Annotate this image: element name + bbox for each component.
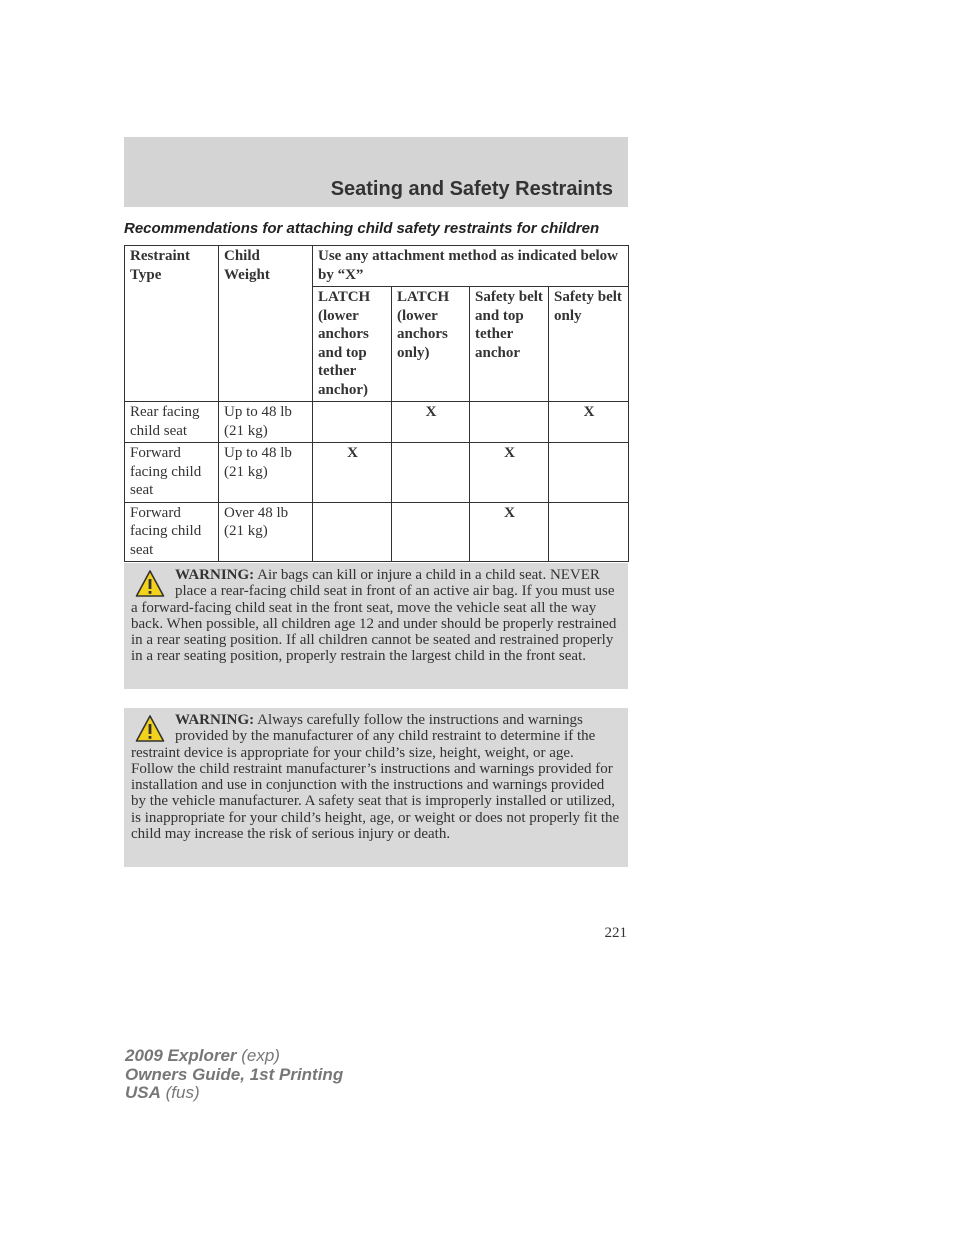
cell-restraint-type: Rear facing child seat bbox=[125, 402, 219, 443]
footer-model-code: (exp) bbox=[236, 1046, 280, 1065]
cell-restraint-type: Forward facing child seat bbox=[125, 502, 219, 562]
cell-belt-tether bbox=[470, 402, 549, 443]
cell-belt-only bbox=[549, 502, 629, 562]
cell-latch-tether bbox=[313, 502, 392, 562]
table-row bbox=[125, 402, 629, 443]
header-latch-tether: LATCH (lower anchors and top tether anchor) bbox=[313, 287, 392, 402]
footer-market: USA bbox=[125, 1083, 161, 1102]
table-row bbox=[125, 502, 629, 562]
header-attachment-group: Use any attachment method as indicated below by “X” bbox=[313, 246, 629, 287]
warning-triangle-icon bbox=[135, 714, 165, 744]
cell-belt-tether: X bbox=[470, 443, 549, 503]
header-restraint-type: Restraint Type bbox=[125, 246, 219, 402]
cell-belt-only: X bbox=[549, 402, 629, 443]
cell-latch-tether: X bbox=[313, 443, 392, 503]
footer-line-model bbox=[125, 1047, 343, 1066]
cell-latch-lower bbox=[392, 502, 470, 562]
cell-latch-tether bbox=[313, 402, 392, 443]
document-footer bbox=[125, 1047, 343, 1103]
header-belt-only: Safety belt only bbox=[549, 287, 629, 402]
page-number: 221 bbox=[604, 925, 627, 941]
cell-restraint-type: Forward facing child seat bbox=[125, 443, 219, 503]
footer-line-guide bbox=[125, 1066, 343, 1085]
cell-child-weight: Over 48 lb (21 kg) bbox=[219, 502, 313, 562]
table-header-row bbox=[125, 246, 629, 287]
cell-belt-tether: X bbox=[470, 502, 549, 562]
header-child-weight: Child Weight bbox=[219, 246, 313, 402]
footer-market-code: (fus) bbox=[160, 1083, 200, 1102]
footer-guide: Owners Guide, 1st Printing bbox=[125, 1064, 344, 1084]
header-latch-lower: LATCH (lower anchors only) bbox=[392, 287, 470, 402]
cell-latch-lower: X bbox=[392, 402, 470, 443]
warning-triangle-icon bbox=[135, 569, 165, 599]
table-row bbox=[125, 443, 629, 503]
header-band bbox=[124, 137, 628, 207]
section-title: Seating and Safety Restraints bbox=[330, 178, 613, 200]
cell-latch-lower bbox=[392, 443, 470, 503]
footer-line-market bbox=[125, 1084, 343, 1103]
warning-label: WARNING: bbox=[175, 712, 255, 728]
header-belt-tether: Safety belt and top tether anchor bbox=[470, 287, 549, 402]
table-subtitle: Recommendations for attaching child safety restraints for children bbox=[124, 220, 600, 237]
cell-child-weight: Up to 48 lb (21 kg) bbox=[219, 402, 313, 443]
cell-child-weight: Up to 48 lb (21 kg) bbox=[219, 443, 313, 503]
footer-model: 2009 Explorer bbox=[125, 1046, 237, 1065]
warning-text: Air bags can kill or injure a child in a child seat. NEVER place a rear-facing child seat in front of an active air bag. If you must use a forward-facing child seat in the front seat, move the vehicle seat all the way back. When possible, all children age 12 and under should be properly restrained in a rear seating position. If all children cannot be seated and restrained properly in a rear seating position, properly restrain the largest child in the front seat. bbox=[131, 567, 617, 665]
restraint-recommendation-table bbox=[124, 245, 629, 562]
warning-label: WARNING: bbox=[175, 567, 255, 583]
airbag-warning-box bbox=[124, 563, 628, 689]
cell-belt-only bbox=[549, 443, 629, 503]
warning-text: Always carefully follow the instructions and warnings provided by the manufacturer of any child restraint to determine if the restraint device is appropriate for your child’s size, height, weight, or age. Follow the child restraint manufacturer’s instructions and warnings provided for installation and use in conjunction with the instructions and warnings provided by the vehicle manufacturer. A safety seat that is improperly installed or utilized, is inappropriate for your child’s height, age, or weight or does not properly fit the child may increase the risk of serious injury or death. bbox=[131, 712, 620, 843]
manufacturer-instructions-warning-box bbox=[124, 708, 628, 867]
